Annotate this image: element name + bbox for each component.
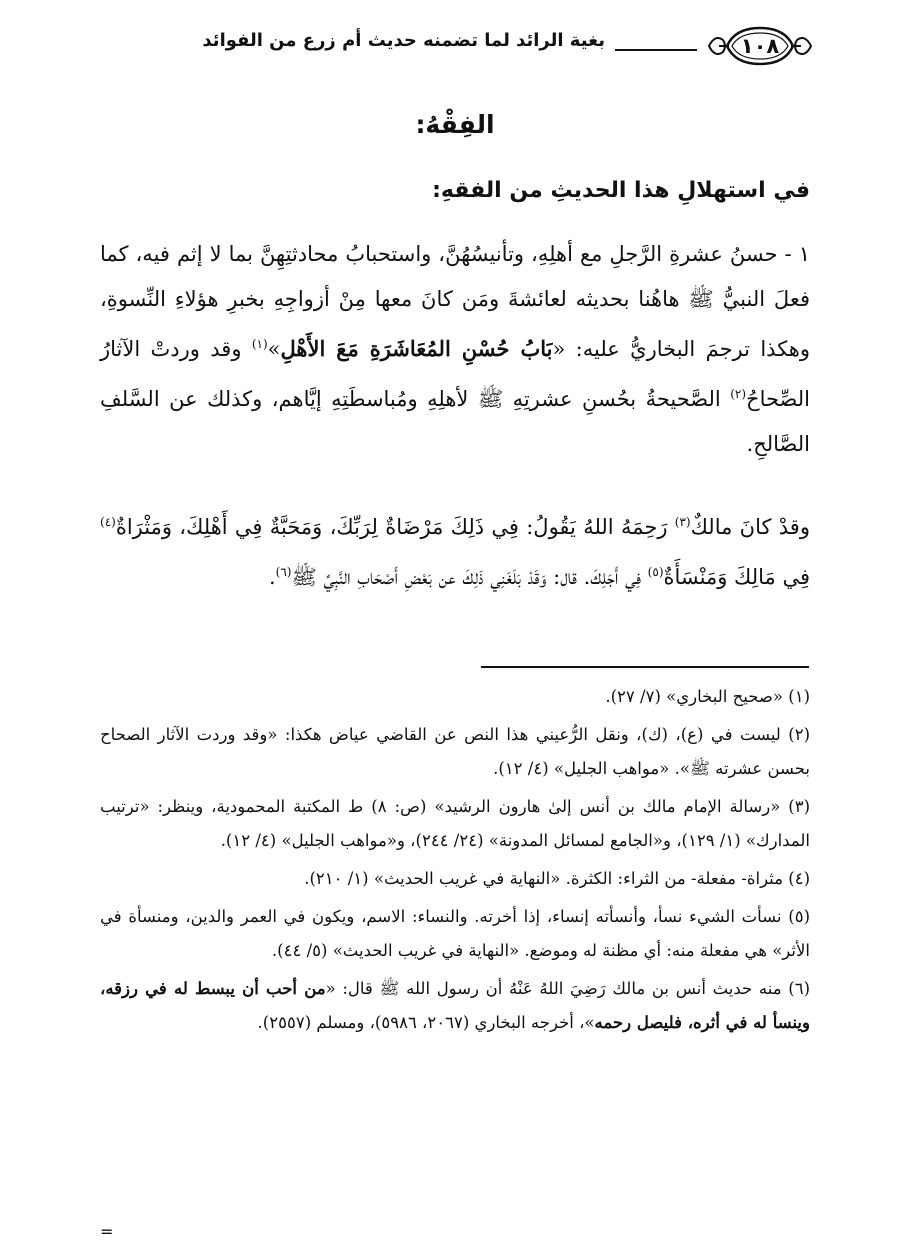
footnote-6-hadith: من أحب أن يبسط له في رزقه، وينسأ له في أثره، فليصل رحمه: [100, 979, 810, 1032]
footnote-4: (٤) مثراة- مفعلة- من الثراء: الكثرة. «النهاية في غريب الحديث» (١/ ٢١٠).: [304, 869, 810, 888]
footnote-ref-4[interactable]: (٤): [100, 515, 116, 529]
page-number: ١٠٨: [740, 34, 780, 58]
footnote-ref-3[interactable]: (٣): [674, 515, 691, 529]
page-number-ornament: [705, 24, 815, 68]
header-rule: [615, 49, 697, 51]
footnote-ref-2[interactable]: (٢): [730, 387, 747, 401]
footnote-2: (٢) ليست في (ع)، (ك)، ونقل الرُّعيني هذا النص عن القاضي عياض هكذا: «وقد وردت الآثار الصحاح بحسن عشرته ﷺ». «مواهب الجليل» (٤/ ١٢).: [100, 725, 810, 778]
footnote-3: (٣) «رسالة الإمام مالك بن أنس إلىٰ هارون الرشيد» (ص: ٨) ط المكتبة المحمودية، وينظر: «ترتيب المدارك» (١/ ١٢٩)، و«الجامع لمسائل المدونة» (٢٤/ ٢٤٤)، و«مواهب الجليل» (٤/ ١٢).: [100, 797, 810, 850]
para2-text-a: وقدْ كانَ مالكٌ: [690, 515, 810, 539]
body-paragraph-1: [100, 232, 810, 467]
para2-text-c: فِي مَالِكَ وَمَنْسَأَةٌ: [663, 565, 810, 589]
footnote-6: [100, 972, 810, 1040]
para1-text-c: وقد وردتْ الآثارُ الصِّحاحُ: [100, 337, 810, 411]
footnote-1: (١) «صحيح البخاري» (٧/ ٢٧).: [605, 687, 810, 706]
section-subheading: في استهلالِ هذا الحديثِ من الفقهِ:: [432, 178, 810, 203]
section-heading: الفِقْهُ:: [415, 110, 495, 139]
body-paragraph-2: [100, 500, 810, 600]
para1-text-d: الصَّحيحةُ بحُسنِ عشرتِهِ ﷺ لأهلِهِ ومُباسطَتِهِ إيَّاهم، وكذلك عن السَّلفِ الصَّالحِ.: [100, 387, 810, 456]
footnote-6-pre: (٦) منه حديث أنس بن مالك رَضِيَ اللهُ عَنْهُ أن رسول الله ﷺ قال: «: [325, 979, 810, 998]
para2-text-b: رَحِمَهُ اللهُ يَقُولُ: فِي ذَلِكَ مَرْضَاةٌ لِرَبِّكَ، وَمَحَبَّةٌ فِي أَهْلِكَ، وَمَثْرَاةٌ: [115, 515, 675, 539]
para1-text-a: ١ - حسنُ عشرةِ الرَّجلِ مع أهلِهِ، وتأنيسُهُنَّ، واستحبابُ محادثتِهِنَّ بما لا إثم فيه، كما فعلَ النبيُّ ﷺ هاهُنا بحديثه لعائشةَ ومَن كانَ معها مِنْ أزواجِهِ بخبرِ هؤلاءِ النِّسوةِ، وهكذا ترجمَ البخاريُّ عليه: «: [100, 242, 811, 361]
page-header: [95, 22, 815, 72]
footnote-ref-1[interactable]: (١): [251, 337, 268, 351]
footnotes: [100, 680, 810, 1044]
para2-text-d: فِي أَجَلِكَ. قال: وَقَدْ بَلَغَنِي ذَلِكَ عن بَعْضِ أَصْحَابِ النَّبِيِّ ﷺ: [291, 565, 648, 589]
footnote-5: (٥) نسأت الشيء نسأ، وأنسأته إنساء، إذا أخرته. والنساء: الاسم، ويكون في العمر والدين، ومنسأة في الأثر» هي مفعلة منه: أي مظنة له وموضع. «النهاية في غريب الحديث» (٥/ ٤٤).: [100, 907, 810, 960]
footnote-6-post: »، أخرجه البخاري (٢٠٦٧، ٥٩٨٦)، ومسلم (٢٥٥٧).: [257, 1013, 595, 1032]
footnote-separator: [481, 666, 809, 668]
running-title: بغية الرائد لما تضمنه حديث أم زرع من الفوائد: [202, 30, 605, 51]
footnote-ref-6[interactable]: (٦): [275, 565, 292, 579]
chapter-title: بَابُ حُسْنِ المُعَاشَرَةِ مَعَ الأَهْلِ: [280, 336, 553, 361]
para2-text-e: .: [268, 565, 276, 589]
para1-text-b: »: [267, 337, 281, 361]
footnote-ref-5[interactable]: (٥): [647, 565, 664, 579]
continuation-mark: =: [100, 1222, 114, 1241]
